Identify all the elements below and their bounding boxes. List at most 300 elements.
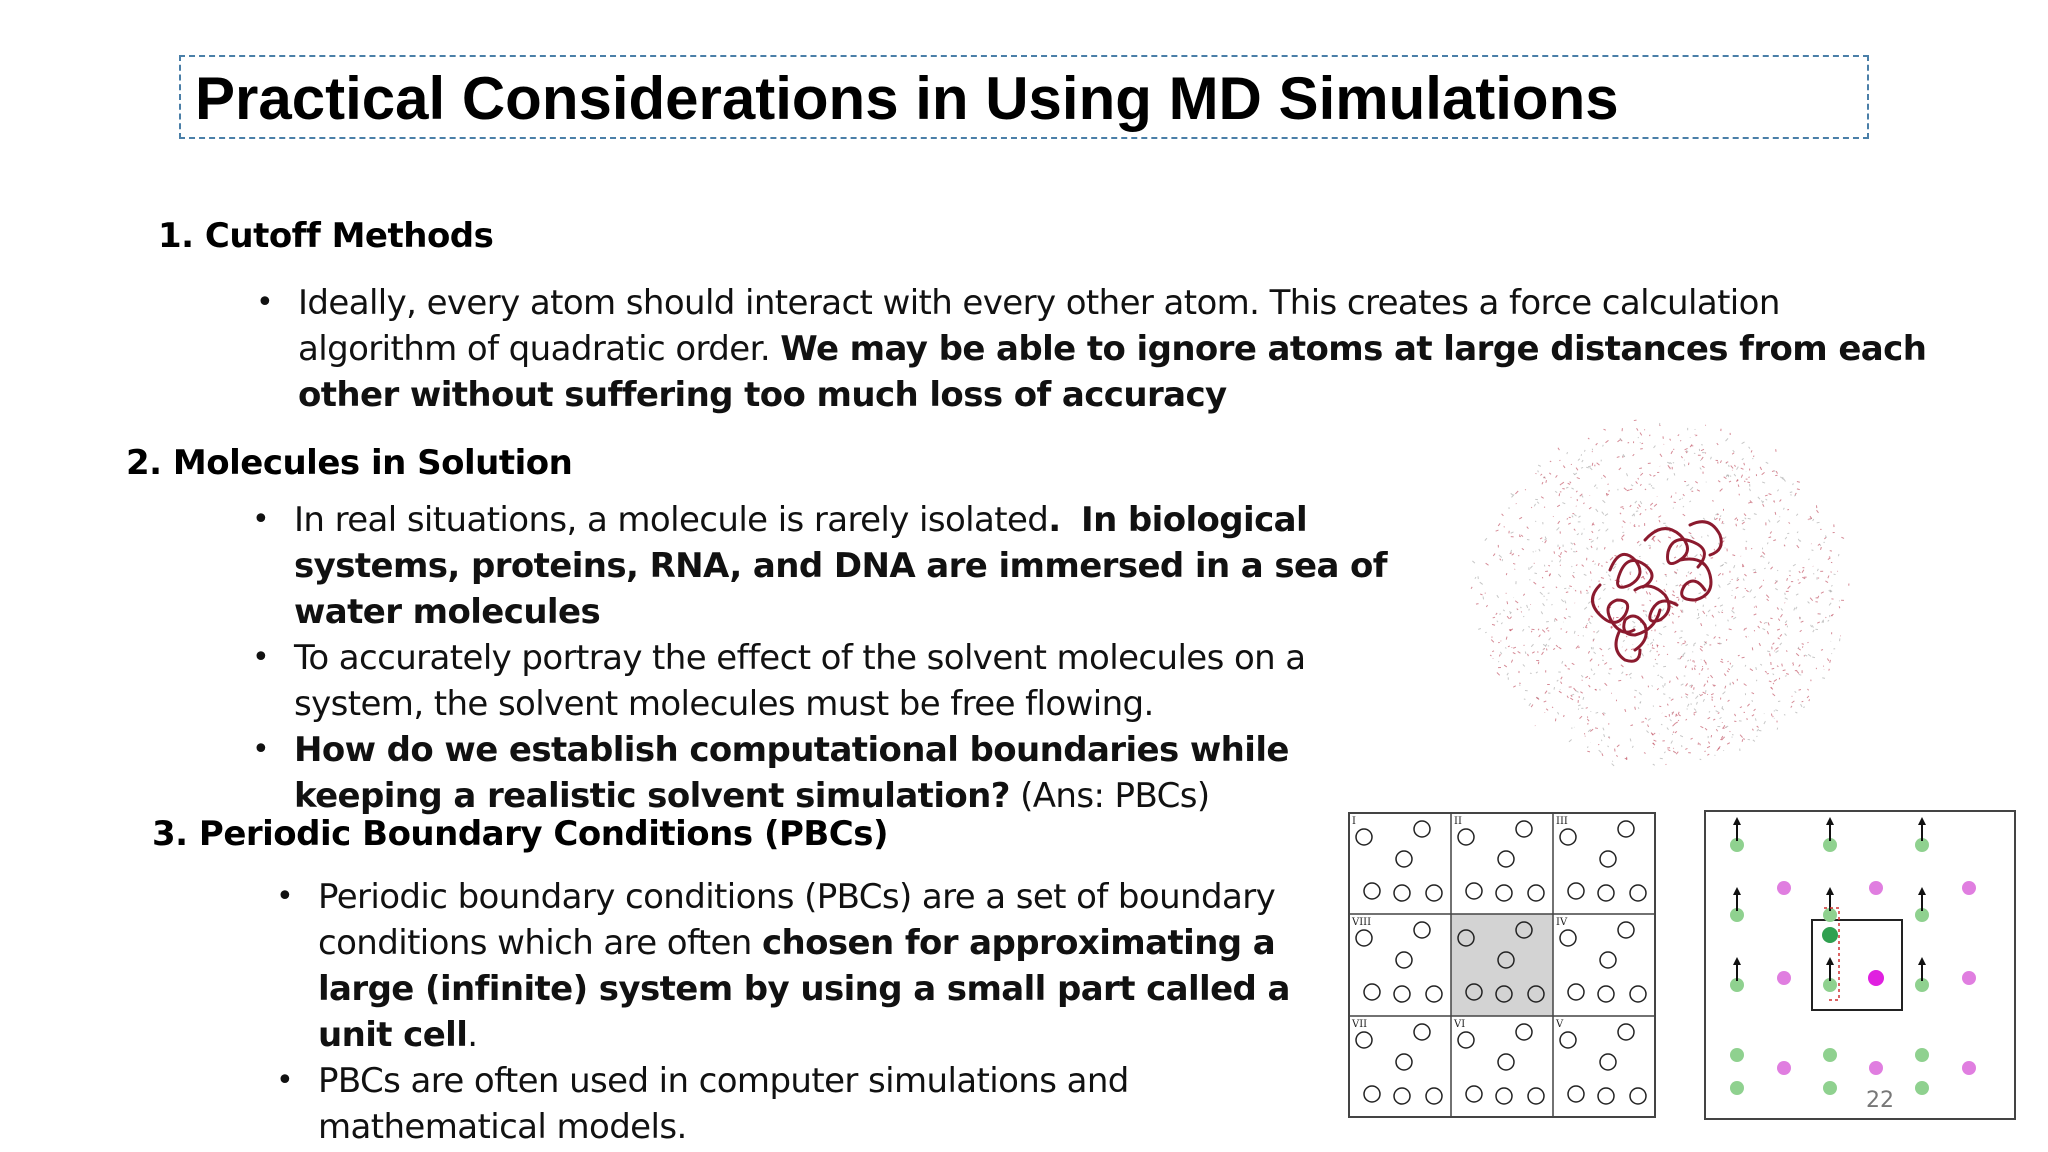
water-molecule — [1609, 490, 1610, 492]
water-molecule — [1735, 596, 1736, 598]
particle — [1560, 1032, 1576, 1048]
section-2-bullet-1 — [252, 497, 1394, 635]
water-molecule — [1732, 610, 1735, 613]
particle — [1356, 1032, 1372, 1048]
water-molecule — [1555, 618, 1557, 620]
water-molecule — [1531, 644, 1533, 646]
water-molecule — [1759, 643, 1760, 646]
water-molecule — [1534, 504, 1535, 507]
particle — [1618, 1024, 1634, 1040]
water-molecule — [1704, 644, 1705, 646]
cell-label: II — [1454, 816, 1462, 827]
water-molecule — [1681, 456, 1682, 458]
water-molecule — [1640, 433, 1642, 436]
water-molecule — [1627, 490, 1630, 491]
particle — [1394, 986, 1410, 1002]
water-molecule — [1751, 450, 1752, 452]
section-1-bullet-1 — [256, 280, 1938, 418]
water-molecule — [1654, 666, 1655, 667]
water-molecule — [1728, 700, 1730, 701]
water-molecule — [1571, 566, 1572, 567]
water-molecule — [1633, 454, 1635, 456]
particle — [1498, 851, 1514, 867]
water-molecule — [1513, 686, 1515, 687]
water-molecule — [1659, 633, 1662, 635]
water-molecule — [1682, 498, 1683, 499]
water-molecule — [1626, 674, 1628, 675]
water-molecule — [1750, 669, 1753, 671]
water-molecule — [1799, 689, 1801, 690]
water-molecule — [1718, 573, 1721, 576]
particle — [1598, 885, 1614, 901]
water-molecule — [1652, 685, 1653, 686]
water-molecule — [1667, 478, 1668, 480]
water-molecule — [1750, 589, 1752, 592]
water-molecule — [1538, 470, 1539, 472]
cell-label: VII — [1352, 1019, 1368, 1030]
water-molecule — [1773, 716, 1774, 717]
water-molecule — [1552, 707, 1553, 708]
water-molecule — [1557, 527, 1560, 530]
water-molecule — [1562, 503, 1565, 504]
water-molecule — [1511, 493, 1513, 495]
particle — [1528, 885, 1544, 901]
water-molecule — [1692, 660, 1693, 661]
water-molecule — [1752, 715, 1754, 717]
section-1-bullet-1-bold: We may be able to ignore atoms at large distances from each other without suffering too much loss of accuracy — [298, 329, 1927, 415]
water-molecule — [1574, 631, 1575, 634]
water-molecule — [1772, 643, 1774, 645]
water-molecule — [1711, 558, 1713, 559]
water-molecule — [1586, 590, 1588, 591]
water-molecule — [1582, 495, 1583, 497]
water-molecule — [1742, 522, 1745, 524]
water-molecule — [1752, 693, 1754, 694]
water-molecule — [1566, 631, 1567, 632]
water-molecule — [1771, 567, 1773, 569]
water-molecule — [1690, 572, 1692, 574]
water-molecule — [1684, 464, 1685, 466]
water-molecule — [1798, 539, 1799, 541]
water-molecule — [1626, 636, 1627, 637]
water-molecule — [1787, 578, 1788, 581]
water-molecule — [1560, 559, 1561, 562]
water-molecule — [1807, 689, 1808, 690]
water-molecule — [1650, 642, 1653, 644]
water-molecule — [1789, 522, 1790, 523]
water-molecule — [1829, 557, 1830, 558]
water-molecule — [1708, 742, 1709, 744]
water-molecule — [1729, 481, 1731, 482]
water-molecule — [1831, 572, 1832, 573]
water-molecule — [1681, 684, 1684, 685]
particle — [1466, 883, 1482, 899]
water-molecule — [1532, 652, 1534, 654]
water-molecule — [1697, 617, 1700, 619]
water-molecule — [1660, 676, 1663, 678]
water-molecule — [1784, 479, 1786, 482]
water-molecule — [1766, 595, 1769, 598]
water-molecule — [1827, 659, 1828, 661]
water-molecule — [1829, 603, 1831, 606]
water-molecule — [1635, 690, 1637, 691]
water-molecule — [1603, 713, 1605, 714]
water-molecule — [1571, 549, 1572, 550]
water-molecule — [1726, 726, 1729, 727]
water-molecule — [1720, 717, 1722, 718]
water-molecule — [1566, 487, 1568, 488]
water-molecule — [1646, 572, 1648, 575]
water-molecule — [1744, 628, 1745, 630]
particle — [1356, 930, 1372, 946]
water-molecule — [1785, 593, 1786, 595]
water-molecule — [1673, 622, 1674, 624]
water-molecule — [1625, 649, 1627, 651]
water-molecule — [1548, 630, 1550, 631]
water-molecule — [1775, 512, 1776, 515]
water-molecule — [1490, 655, 1491, 656]
water-molecule — [1599, 750, 1602, 752]
water-molecule — [1531, 631, 1532, 632]
water-molecule — [1635, 592, 1636, 593]
water-molecule — [1678, 599, 1679, 601]
section-3-bullets — [276, 874, 1308, 1150]
water-molecule — [1590, 467, 1593, 469]
particle — [1426, 986, 1442, 1002]
particle — [1396, 1054, 1412, 1070]
water-molecule — [1703, 611, 1705, 614]
water-molecule — [1675, 722, 1678, 724]
water-molecule — [1759, 586, 1762, 589]
water-molecule — [1639, 544, 1641, 546]
water-molecule — [1513, 647, 1516, 648]
water-molecule — [1694, 709, 1696, 711]
water-molecule — [1653, 733, 1655, 735]
water-molecule — [1520, 536, 1521, 537]
water-molecule — [1515, 491, 1518, 494]
water-molecule — [1764, 721, 1765, 724]
water-molecule — [1556, 475, 1558, 477]
water-molecule — [1501, 623, 1502, 625]
particle — [1630, 885, 1646, 901]
water-molecule — [1665, 716, 1667, 717]
water-molecule — [1575, 590, 1576, 591]
water-molecule — [1762, 472, 1765, 474]
water-molecule — [1557, 505, 1560, 507]
slide-title: Practical Considerations in Using MD Simulations — [195, 65, 1619, 132]
section-2-bullet-1-period: . — [1048, 500, 1061, 540]
water-molecule — [1594, 673, 1595, 674]
water-molecule — [1585, 676, 1588, 678]
water-molecule — [1705, 728, 1707, 730]
water-molecule — [1531, 507, 1532, 508]
water-molecule — [1596, 712, 1599, 713]
water-molecule — [1681, 610, 1683, 613]
water-molecule — [1471, 587, 1472, 589]
water-molecule — [1630, 677, 1631, 678]
water-molecule — [1772, 694, 1775, 696]
green-atom — [1915, 1048, 1929, 1062]
water-molecule — [1631, 725, 1633, 726]
water-molecule — [1708, 669, 1709, 670]
water-molecule — [1602, 655, 1603, 656]
water-molecule — [1641, 443, 1643, 444]
particle — [1458, 829, 1474, 845]
water-molecule — [1647, 636, 1648, 639]
spin-arrowhead — [1918, 957, 1926, 965]
water-molecule — [1535, 521, 1536, 522]
water-molecule — [1630, 505, 1631, 507]
water-molecule — [1774, 679, 1777, 681]
water-molecule — [1567, 518, 1568, 519]
spin-arrowhead — [1826, 817, 1834, 825]
water-molecule — [1572, 575, 1574, 578]
water-molecule — [1813, 519, 1814, 521]
water-molecule — [1754, 614, 1757, 615]
water-molecule — [1648, 719, 1651, 721]
water-molecule — [1666, 575, 1667, 577]
water-molecule — [1752, 647, 1753, 650]
water-molecule — [1752, 700, 1753, 702]
water-molecule — [1785, 624, 1787, 625]
particle — [1600, 851, 1616, 867]
green-atom — [1823, 1048, 1837, 1062]
water-molecule — [1707, 680, 1708, 682]
solvated-protein-figure — [1460, 410, 1860, 780]
water-molecule — [1610, 579, 1611, 581]
water-molecule — [1539, 635, 1541, 637]
water-molecule — [1650, 474, 1652, 475]
water-molecule — [1714, 706, 1715, 707]
water-molecule — [1541, 497, 1544, 499]
water-molecule — [1483, 596, 1484, 599]
particle — [1426, 1088, 1442, 1104]
water-molecule — [1606, 529, 1609, 532]
water-molecule — [1777, 666, 1778, 667]
water-molecule — [1744, 481, 1745, 482]
water-molecule — [1733, 682, 1734, 684]
water-molecule — [1648, 725, 1649, 727]
section-2-bullet-2-text: To accurately portray the effect of the solvent molecules on a system, the solvent molecules must be free flowing. — [294, 638, 1306, 724]
particle — [1396, 952, 1412, 968]
water-molecule — [1732, 555, 1735, 556]
water-molecule — [1733, 450, 1735, 452]
water-molecule — [1559, 493, 1560, 496]
water-molecule — [1695, 481, 1697, 483]
water-molecule — [1742, 442, 1745, 444]
water-molecule — [1553, 648, 1555, 649]
particle — [1458, 1032, 1474, 1048]
water-molecule — [1558, 574, 1560, 577]
water-molecule — [1735, 518, 1737, 520]
water-molecule — [1716, 729, 1717, 731]
water-molecule — [1785, 621, 1787, 623]
water-molecule — [1550, 461, 1551, 462]
water-molecule — [1542, 630, 1545, 633]
water-molecule — [1796, 653, 1799, 656]
water-molecule — [1644, 753, 1646, 754]
water-molecule — [1582, 533, 1583, 535]
water-molecule — [1688, 704, 1689, 707]
water-molecule — [1667, 654, 1668, 655]
water-molecule — [1754, 514, 1757, 515]
water-molecule — [1707, 754, 1709, 755]
spin-arrowhead — [1733, 887, 1741, 895]
water-molecule — [1718, 481, 1720, 482]
magenta-atom — [1962, 971, 1976, 985]
water-molecule — [1657, 675, 1659, 676]
water-molecule — [1658, 654, 1659, 655]
water-molecule — [1580, 692, 1582, 693]
water-molecule — [1570, 698, 1573, 700]
particle — [1560, 930, 1576, 946]
water-molecule — [1538, 629, 1539, 630]
water-molecule — [1790, 492, 1792, 493]
water-molecule — [1589, 622, 1591, 624]
water-molecule — [1754, 709, 1756, 711]
water-molecule — [1737, 577, 1738, 579]
water-molecule — [1540, 538, 1542, 539]
water-molecule — [1570, 482, 1571, 484]
particle — [1496, 1088, 1512, 1104]
water-molecule — [1563, 466, 1565, 468]
water-molecule — [1591, 616, 1593, 617]
particle — [1598, 986, 1614, 1002]
water-molecule — [1715, 518, 1717, 520]
water-molecule — [1659, 706, 1661, 707]
water-molecule — [1727, 743, 1730, 745]
water-molecule — [1653, 764, 1655, 765]
water-molecule — [1612, 588, 1614, 589]
water-molecule — [1559, 547, 1560, 549]
particle — [1394, 1088, 1410, 1104]
water-molecule — [1568, 483, 1570, 484]
water-molecule — [1560, 565, 1561, 566]
water-molecule — [1592, 531, 1593, 533]
water-molecule — [1762, 482, 1765, 483]
water-molecule — [1796, 594, 1798, 595]
water-molecule — [1769, 520, 1771, 523]
water-molecule — [1724, 477, 1727, 479]
particle — [1600, 952, 1616, 968]
water-molecule — [1802, 570, 1804, 573]
water-molecule — [1586, 593, 1588, 594]
particle — [1630, 1088, 1646, 1104]
water-molecule — [1529, 703, 1531, 706]
water-molecule — [1610, 557, 1613, 560]
water-molecule — [1793, 664, 1794, 665]
water-molecule — [1741, 468, 1744, 469]
water-molecule — [1661, 724, 1662, 725]
water-molecule — [1794, 495, 1796, 496]
spin-arrowhead — [1918, 887, 1926, 895]
water-molecule — [1639, 692, 1642, 695]
water-molecule — [1527, 527, 1529, 529]
water-molecule — [1545, 644, 1546, 647]
water-molecule — [1807, 642, 1808, 643]
water-molecule — [1644, 610, 1646, 612]
water-molecule — [1823, 621, 1824, 623]
water-molecule — [1590, 659, 1592, 662]
water-molecule — [1686, 575, 1687, 576]
cell-label: I — [1352, 816, 1356, 827]
water-molecule — [1712, 615, 1714, 618]
water-molecule — [1791, 706, 1792, 708]
particle — [1364, 984, 1380, 1000]
water-molecule — [1642, 676, 1644, 679]
water-molecule — [1666, 764, 1667, 765]
water-molecule — [1767, 631, 1768, 634]
water-molecule — [1476, 604, 1479, 605]
water-molecule — [1663, 626, 1666, 627]
spin-arrowhead — [1918, 817, 1926, 825]
water-molecule — [1650, 503, 1653, 506]
water-molecule — [1533, 551, 1534, 552]
water-molecule — [1512, 554, 1514, 556]
water-molecule — [1646, 591, 1647, 594]
water-molecule — [1719, 637, 1720, 638]
water-molecule — [1749, 489, 1750, 491]
water-molecule — [1700, 460, 1701, 461]
water-molecule — [1672, 613, 1674, 615]
water-molecule — [1521, 535, 1523, 537]
water-molecule — [1520, 607, 1521, 608]
water-molecule — [1695, 696, 1698, 699]
water-molecule — [1644, 430, 1645, 431]
water-molecule — [1480, 582, 1483, 584]
water-molecule — [1793, 564, 1796, 566]
water-molecule — [1712, 501, 1714, 502]
water-molecule — [1539, 549, 1540, 551]
water-molecule — [1767, 651, 1770, 652]
water-molecule — [1603, 475, 1606, 477]
particle — [1396, 851, 1412, 867]
water-molecule — [1657, 688, 1658, 690]
magenta-atom — [1869, 1061, 1883, 1075]
water-molecule — [1502, 514, 1504, 516]
water-molecule — [1788, 586, 1791, 589]
water-molecule — [1498, 523, 1500, 526]
water-molecule — [1650, 509, 1652, 510]
title-box — [179, 55, 1869, 139]
particle — [1528, 1088, 1544, 1104]
water-molecule — [1588, 602, 1591, 604]
water-molecule — [1558, 448, 1559, 450]
water-molecule — [1491, 640, 1494, 643]
water-molecule — [1648, 545, 1651, 546]
water-molecule — [1560, 552, 1561, 555]
water-molecule — [1630, 489, 1632, 490]
water-molecule — [1625, 758, 1628, 759]
water-molecule — [1592, 523, 1594, 526]
water-molecule — [1720, 661, 1723, 662]
water-molecule — [1752, 729, 1753, 731]
water-molecule — [1694, 714, 1695, 715]
bullet-dot: • — [252, 732, 270, 767]
protein-ribbon — [1593, 522, 1722, 662]
water-molecule — [1676, 752, 1678, 754]
water-molecule — [1718, 597, 1720, 598]
water-molecule — [1671, 451, 1673, 454]
water-molecule — [1548, 565, 1550, 566]
water-molecule — [1653, 475, 1655, 476]
water-molecule — [1650, 650, 1652, 652]
water-molecule — [1744, 574, 1746, 576]
particle — [1496, 885, 1512, 901]
water-molecule — [1640, 501, 1642, 504]
water-molecule — [1667, 728, 1668, 730]
water-molecule — [1662, 609, 1664, 612]
